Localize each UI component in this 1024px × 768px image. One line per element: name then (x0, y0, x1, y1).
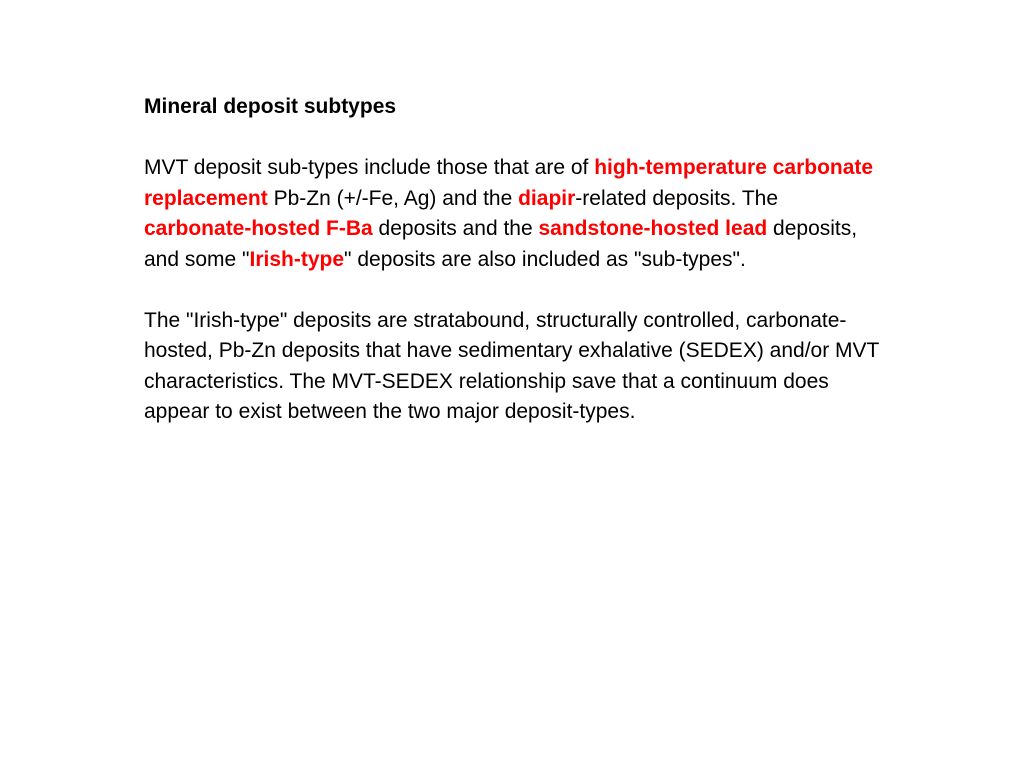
highlight-high-temperature-carbonate-replacement: high-temperature carbonate replacement (144, 156, 874, 210)
paragraph-irish-type: The "Irish-type" deposits are stratabound, structurally controlled, carbonate-hosted, Pb-Zn deposits that have sedimentary exhalative (SEDEX) and/or MVT characteristics. The MVT-SEDEX relationship save that a continuum does appear to exist between the two major deposit-types. (144, 308, 879, 423)
paragraph-text: -related deposits. The (575, 186, 779, 210)
slide-content (144, 92, 884, 458)
paragraph-text: Pb-Zn (+/-Fe, Ag) and the (267, 186, 519, 210)
paragraph-text: deposits and the (372, 217, 539, 240)
paragraph-text: MVT deposit sub-types include those that are of (144, 156, 595, 179)
highlight-carbonate-hosted-f-ba: carbonate-hosted F-Ba (144, 217, 373, 240)
highlight-sandstone-hosted-lead: sandstone-hosted lead (538, 217, 768, 240)
highlight-diapir: diapir (518, 186, 576, 210)
paragraph-text: " deposits are also included as "sub-types". (344, 247, 746, 271)
paragraph-subtypes (144, 153, 884, 275)
highlight-irish-type: Irish-type (249, 247, 345, 271)
paragraph-text: deposits, and some " (144, 217, 858, 271)
slide-title: Mineral deposit subtypes (144, 95, 397, 118)
